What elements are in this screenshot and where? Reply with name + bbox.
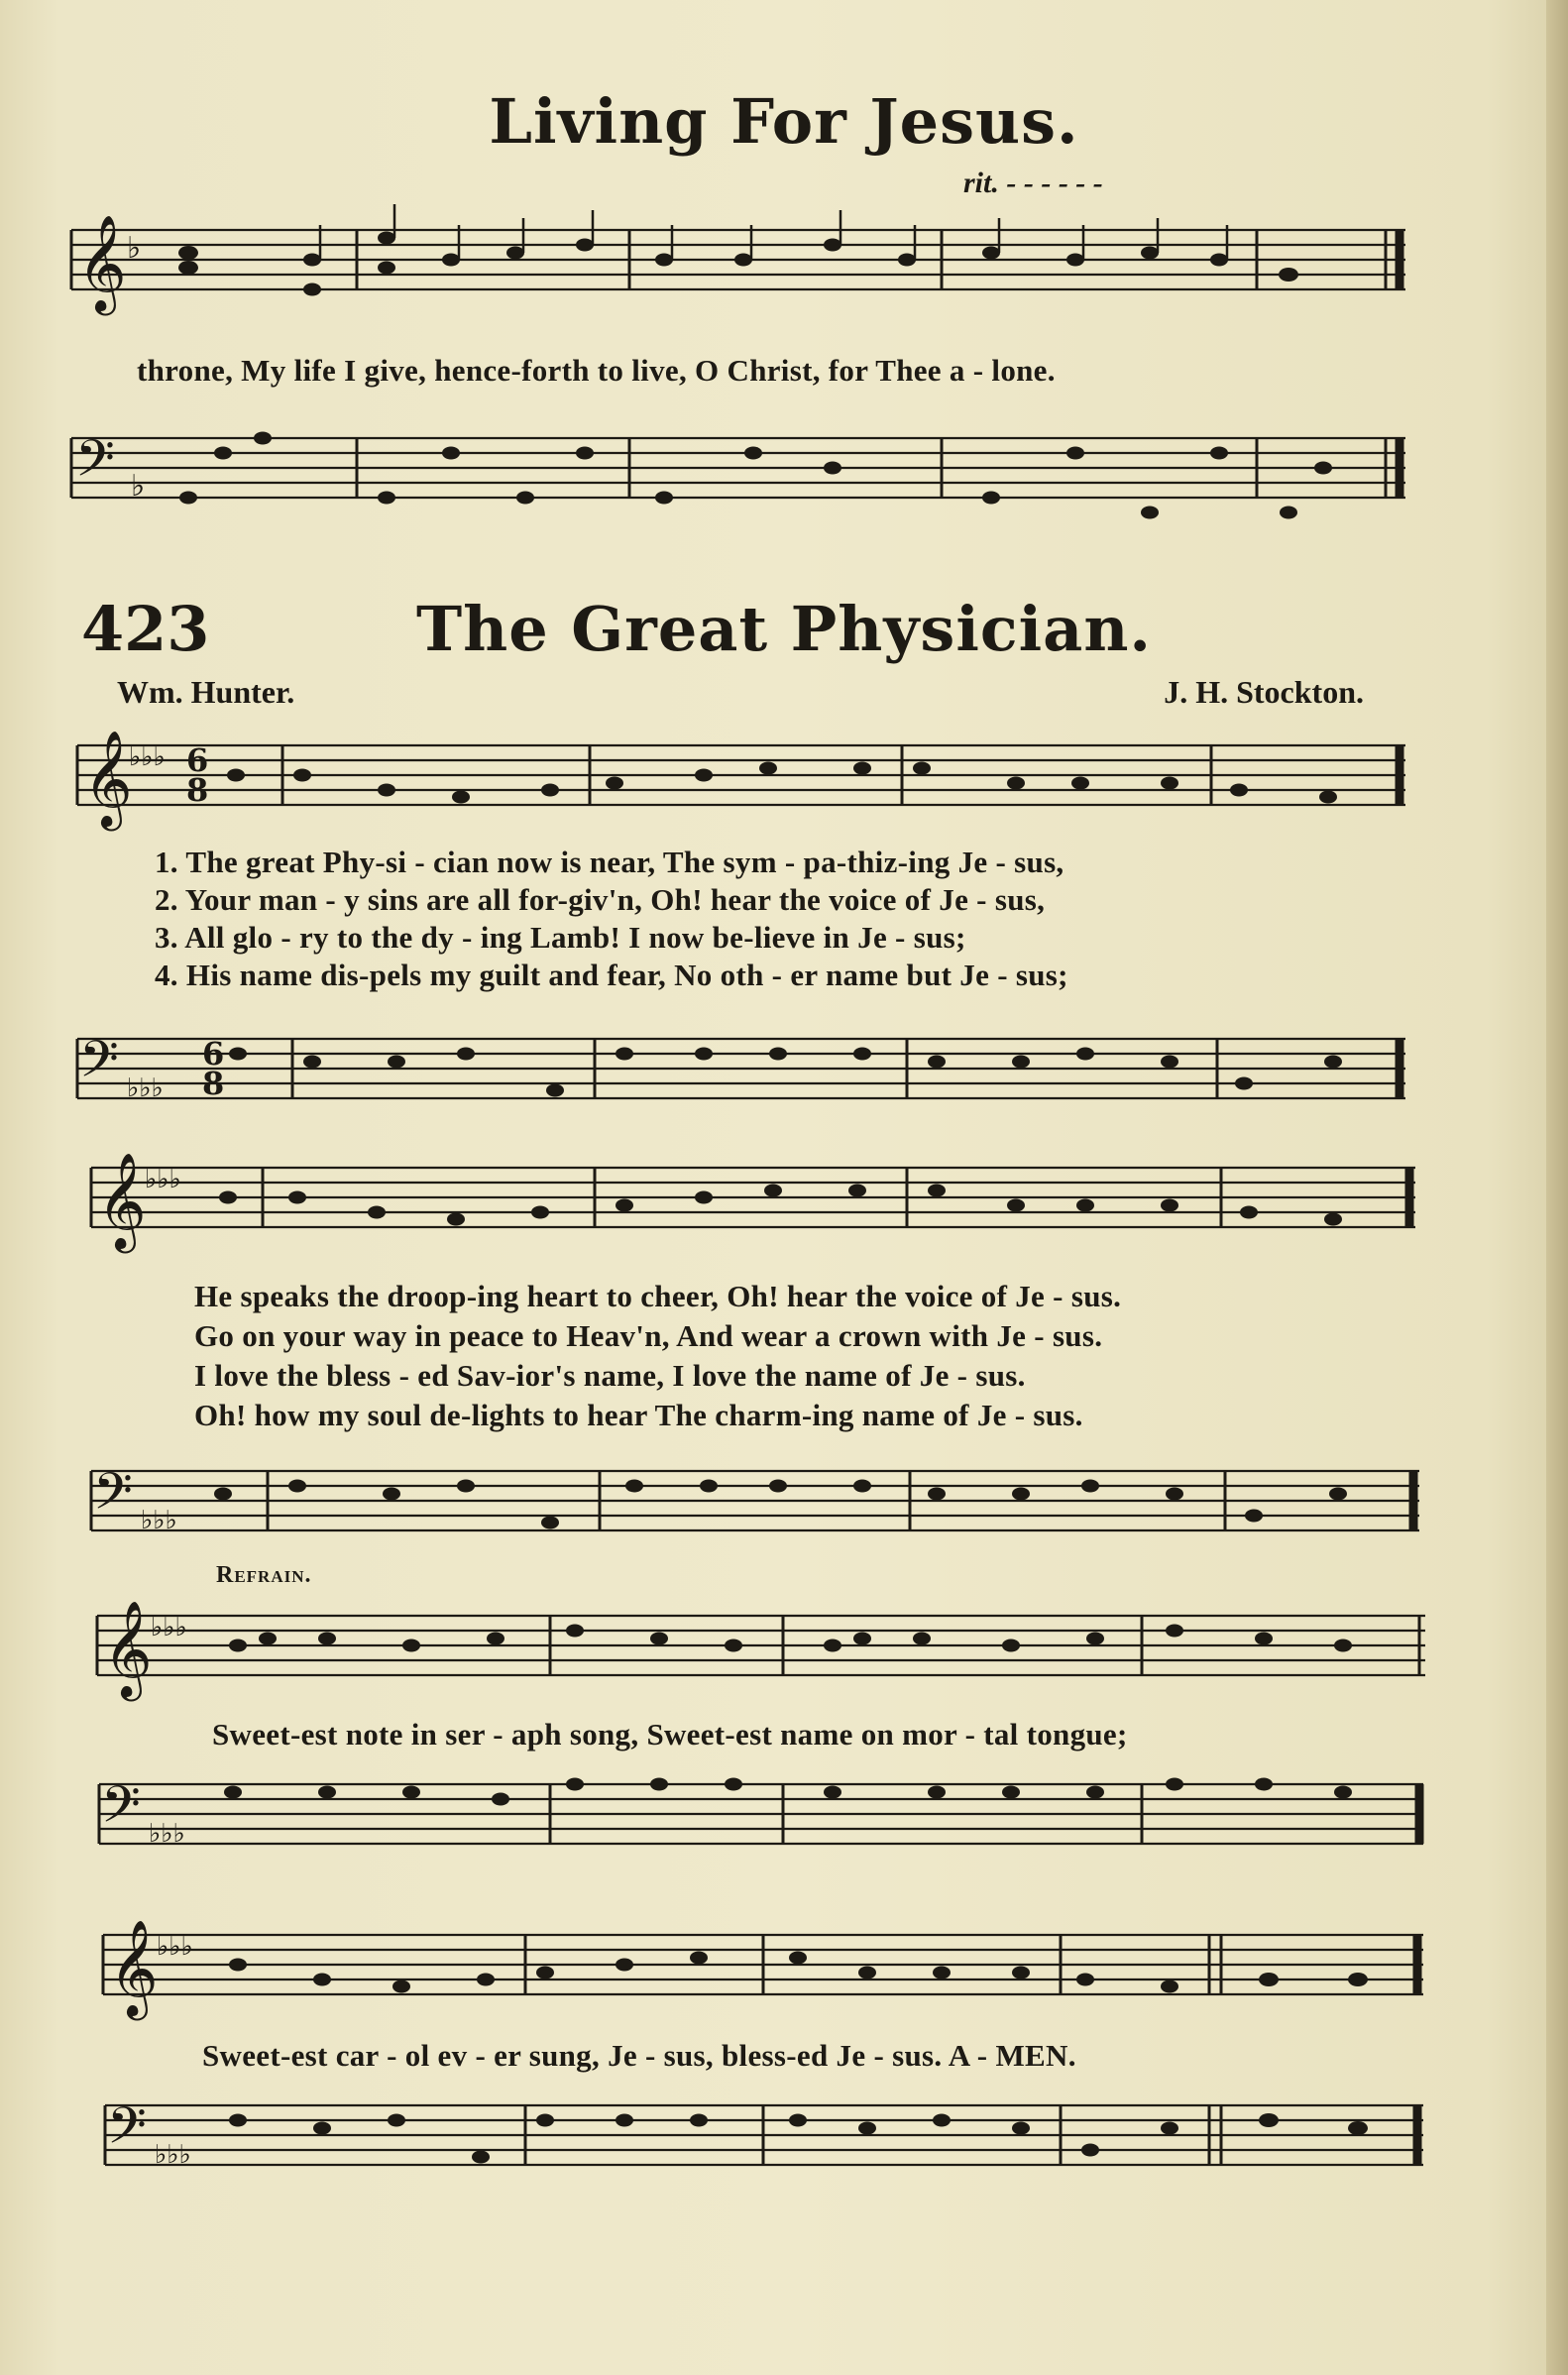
verse-3-line-1: 3. All glo - ry to the dy - ing Lamb! I now be-lieve in Je - sus;: [155, 920, 966, 955]
lyric-top: throne, My life I give, hence-forth to live, O Christ, for Thee a - lone.: [137, 353, 1056, 388]
verse-1-line-2: He speaks the droop-ing heart to cheer, Oh! hear the voice of Je - sus.: [194, 1279, 1122, 1313]
hymn-number: 423: [81, 593, 210, 665]
treble-staff-refrain-2: [0, 1919, 1568, 2044]
bass-staff-system-1: [0, 1029, 1568, 1148]
svg-text:♭: ♭: [131, 469, 146, 504]
verse-4-line-1: 4. His name dis-pels my guilt and fear, No oth - er name but Je - sus;: [155, 958, 1068, 992]
treble-staff-system-2: [0, 1152, 1568, 1277]
lyricist-credit: Wm. Hunter.: [117, 674, 295, 710]
hymn-title-living-for-jesus: Living For Jesus.: [489, 85, 1079, 158]
svg-text:♭: ♭: [127, 231, 142, 266]
svg-text:𝄞: 𝄞: [83, 730, 133, 827]
bass-staff-refrain-2: [0, 2095, 1568, 2214]
svg-text:𝄢: 𝄢: [93, 1461, 133, 1533]
svg-text:𝄞: 𝄞: [77, 214, 127, 311]
treble-staff-system-1: [0, 730, 1568, 854]
svg-text:♭♭♭: ♭♭♭: [127, 1074, 164, 1103]
svg-text:𝄞: 𝄞: [103, 1600, 153, 1697]
svg-text:8: 8: [186, 771, 209, 809]
bass-staff-top: [0, 428, 1568, 547]
refrain-lyric-1: Sweet-est note in ser - aph song, Sweet-est name on mor - tal tongue;: [212, 1717, 1128, 1752]
bass-staff-refrain-1: [0, 1774, 1568, 1893]
svg-text:♭♭♭: ♭♭♭: [157, 1932, 193, 1962]
svg-text:𝄢: 𝄢: [101, 1774, 141, 1847]
treble-staff-refrain-1: [0, 1600, 1568, 1725]
svg-text:𝄢: 𝄢: [107, 2095, 147, 2168]
svg-text:♭♭♭: ♭♭♭: [155, 2140, 191, 2170]
verse-4-line-2: Oh! how my soul de-lights to hear The charm-ing name of Je - sus.: [194, 1398, 1083, 1432]
svg-text:𝄢: 𝄢: [75, 428, 115, 501]
svg-text:𝄢: 𝄢: [79, 1029, 119, 1101]
refrain-lyric-2: Sweet-est car - ol ev - er sung, Je - sus, bless-ed Je - sus. A - MEN.: [202, 2038, 1076, 2073]
verse-2-line-2: Go on your way in peace to Heav'n, And wear a crown with Je - sus.: [194, 1318, 1103, 1353]
ritardando-mark: rit. - - - - - -: [963, 167, 1103, 199]
treble-staff-top: [0, 214, 1568, 339]
refrain-label: Refrain.: [216, 1562, 312, 1588]
verse-3-line-2: I love the bless - ed Sav-ior's name, I love the name of Je - sus.: [194, 1358, 1026, 1393]
svg-text:8: 8: [202, 1065, 225, 1102]
svg-text:♭♭♭: ♭♭♭: [151, 1613, 187, 1642]
svg-text:6: 6: [202, 1035, 225, 1073]
hymn-title-great-physician: The Great Physician.: [415, 593, 1153, 665]
svg-text:♭♭♭: ♭♭♭: [141, 1506, 177, 1535]
svg-text:♭♭♭: ♭♭♭: [145, 1165, 181, 1194]
composer-credit: J. H. Stockton.: [1164, 674, 1364, 710]
verse-1-line-1: 1. The great Phy-si - cian now is near, The sym - pa-thiz-ing Je - sus,: [155, 845, 1064, 879]
svg-text:6: 6: [186, 741, 209, 779]
svg-text:♭♭♭: ♭♭♭: [129, 742, 166, 772]
svg-text:𝄞: 𝄞: [97, 1152, 147, 1249]
svg-text:♭♭♭: ♭♭♭: [149, 1819, 185, 1849]
svg-text:𝄞: 𝄞: [109, 1919, 159, 2016]
verse-2-line-1: 2. Your man - y sins are all for-giv'n, Oh! hear the voice of Je - sus,: [155, 882, 1046, 917]
